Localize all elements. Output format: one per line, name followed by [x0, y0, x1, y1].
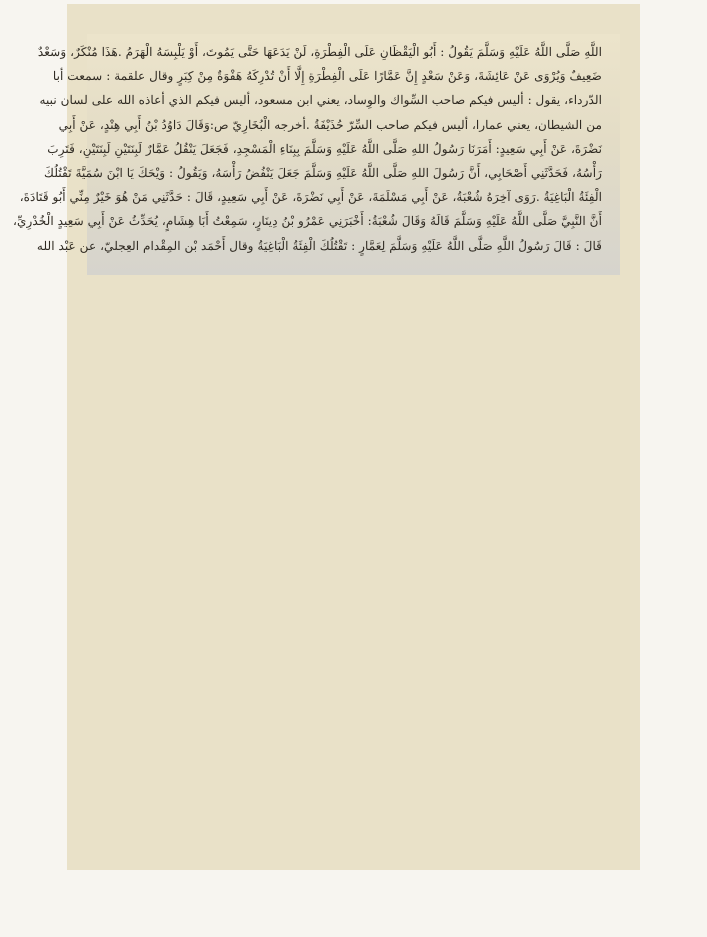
text-line-9: قَالَ : قَالَ رَسُولُ اللَّهِ صَلَّى اللَّهُ عَلَيْهِ وَسَلَّمَ لِعَمَّارٍ : تَقْتُلُكَ الْفِئَةُ الْبَاغِيَةُ وقال أَحْمَد بْن المِقْدام العِجليّ، عن عَبْد الله	[36, 238, 602, 253]
text-line-2: ضَعِيفٌ وَيُرْوَى عَنْ عَائِشَةَ، وَعَنْ سَعْدٍ إِنَّ عَمَّارًا عَلَى الْفِطْرَةِ إِلَّا أَنْ تُدْرِكَهُ هَفْوَةٌ مِنْ كِبَرٍ وقال علقمة : سمعت أبا	[52, 69, 602, 84]
text-line-6: رَأْسُهُ، فَحَدَّثَنِي أَصْحَابِي، أَنَّ رَسُولَ اللهِ صَلَّى اللَّهُ عَلَيْهِ وَسَلَّمَ جَعَلَ يَنْفُضُ رَأْسَهُ، وَيَقُولُ : وَيْحَكَ يَا ابْنَ سُمَيَّةَ تَقْتُلُكَ	[44, 165, 602, 180]
text-line-3: الدّرداء، يقول : أليس فيكم صاحب السِّواك والوِساد، يعني ابن مسعود، أليس فيكم الذي أعاذه الله على لسان نبيه	[39, 93, 602, 108]
book-page	[13, 4, 640, 870]
text-line-1: اللَّهِ صَلَّى اللَّهُ عَلَيْهِ وَسَلَّمَ يَقُولُ : أَبُو الْيَقْظَانِ عَلَى الْفِطْرَةِ، لَنْ يَدَعَهَا حَتَّى يَمُوتَ، أَوْ يَلْبِسَهُ الْهَرَمُ .هَذَا مُنْكَرٌ، وَسَعْدٌ	[37, 45, 602, 59]
text-line-7: الْفِئَةُ الْبَاغِيَةُ .رَوَى آخِرَهُ شُعْبَةُ، عَنْ أَبِي مَسْلَمَةَ، عَنْ أَبِي نَضْرَةَ، عَنْ أَبِي سَعِيدٍ، قَالَ : حَدَّثَنِي مَنْ هُوَ خَيْرٌ مِنِّي أَبُو قَتَادَةَ،	[19, 190, 602, 205]
arabic-text-block	[13, 34, 620, 275]
text-line-4: من الشيطان، يعني عمارا، أليس فيكم صاحب السِّرّ حُذَيْفَةُ .أخرجه الْبُخَارِيّ ص:وَقَالَ دَاوُدُ بْنُ أَبِي هِنْدٍ، عَنْ أَبِي	[58, 117, 602, 132]
text-line-5: نَضْرَةَ، عَنْ أَبِي سَعِيدٍ: أَمَرَنَا رَسُولُ اللهِ صَلَّى اللَّهُ عَلَيْهِ وَسَلَّمَ بِبِنَاءِ الْمَسْجِدِ، فَجَعَلَ يَنْقُلُ عَمَّارٌ لَبِنَتَيْنِ لَبِنَتَيْنِ، فَتَرِبَ	[47, 141, 602, 156]
text-line-8: أَنَّ النَّبِيَّ صَلَّى اللَّهُ عَلَيْهِ وَسَلَّمَ قَالَهُ وَقَالَ شُعْبَةُ: أَخْبَرَنِي عَمْرُو بْنُ دِينَارٍ، سَمِعْتُ أَبَا هِشَامٍ، يُحَدِّثُ عَنْ أَبِي سَعِيدٍ الْخُدْرِيِّ،	[13, 214, 602, 229]
